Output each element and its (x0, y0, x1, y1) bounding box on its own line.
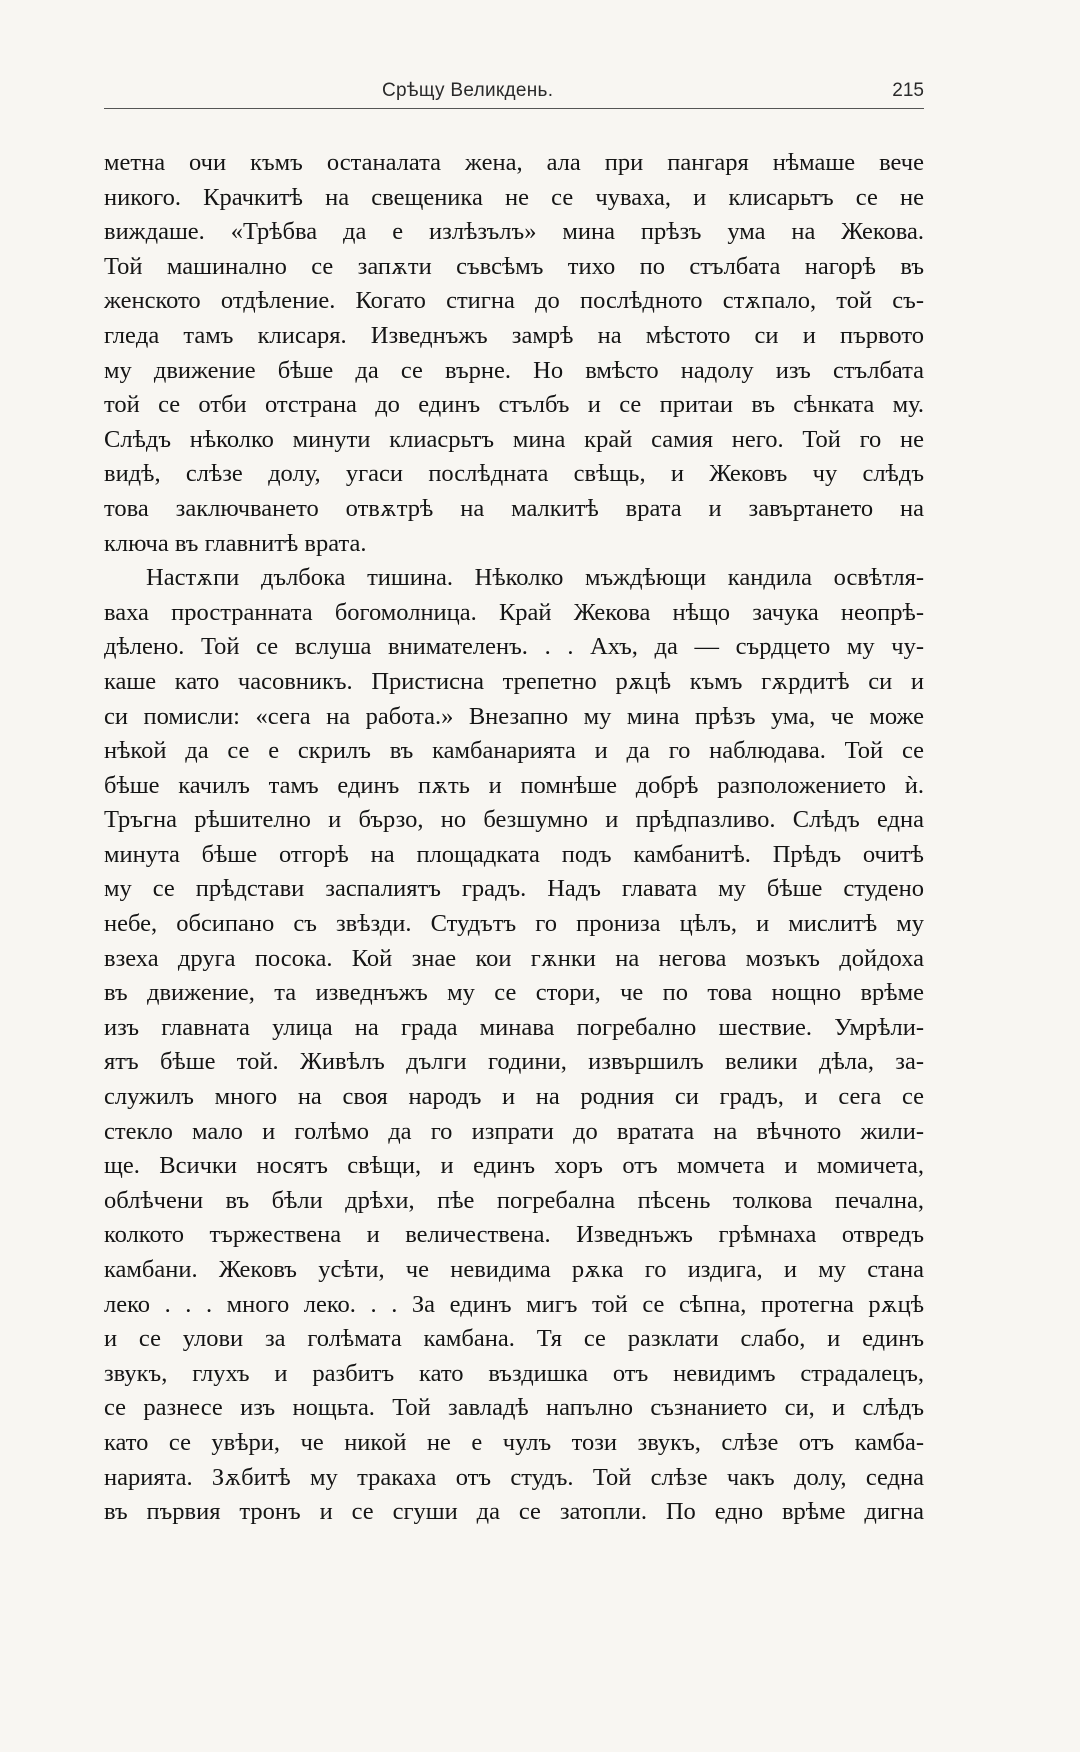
text-line: ще. Всички носятъ свѣщи, и единъ хоръ отъ момчета и момичета, (104, 1152, 924, 1180)
text-line: и се улови за голѣмата камбана. Тя се разклати слабо, и единъ (104, 1325, 924, 1353)
text-line: му се прѣдстави заспалиятъ градъ. Надъ главата му бѣше студено (104, 875, 924, 903)
text-line: нѣкой да се е скрилъ въ камбанарията и да го наблюдава. Той се (104, 737, 924, 765)
text-line: стекло мало и голѣмо да го изпрати до вратата на вѣчното жили- (104, 1117, 924, 1145)
body-text (104, 146, 924, 1530)
page-header (104, 78, 924, 112)
text-line: женското отдѣление. Когато стигна до послѣдното стѫпало, той съ- (104, 287, 924, 315)
text-line: ятъ бѣше той. Живѣлъ дълги години, извършилъ велики дѣла, за- (104, 1048, 924, 1076)
text-line: видѣ, слѣзе долу, угаси послѣдната свѣщь, и Жековъ чу слѣдъ (104, 460, 924, 488)
text-line: каше като часовникъ. Пристисна трепетно рѫцѣ къмъ гѫрдитѣ си и (104, 667, 924, 695)
text-line: камбани. Жековъ усѣти, че невидима рѫка го издига, и му стана (104, 1256, 924, 1283)
text-line: колкото тържествена и величествена. Изведнъжъ грѣмнаха отвредъ (104, 1221, 924, 1249)
text-line: това заключването отвѫтрѣ на малкитѣ врата и завъртането на (104, 494, 924, 522)
text-line: Тръгна рѣшително и бързо, но безшумно и прѣдпазливо. Слѣдъ една (104, 806, 924, 834)
text-line: глeда тамъ клисаря. Изведнъжъ замрѣ на мѣстото си и първото (104, 321, 924, 349)
text-line: виждаше. «Трѣбва да е излѣзълъ» мина прѣзъ ума на Жекова. (104, 218, 924, 246)
text-line: като се увѣри, че никой не е чулъ този звукъ, слѣзе отъ камба- (104, 1428, 924, 1456)
text-line: звукъ, глухъ и разбитъ като въздишка отъ невидимъ страдалецъ, (104, 1359, 924, 1387)
text-line: облѣчени въ бѣли дрѣхи, пѣе погребална пѣсень толкова печална, (104, 1186, 924, 1214)
header-rule (104, 108, 924, 109)
text-line: се разнесе изъ нощьта. Той завладѣ напълно съзнанието си, и слѣдъ (104, 1394, 924, 1422)
text-line: си помисли: «сега на работа.» Внезапно му мина прѣзъ ума, че може (104, 702, 924, 730)
text-line: Слѣдъ нѣколко минути клиасрьтъ мина край самия него. Той го не (104, 425, 924, 453)
text-line: Той машинално се запѫти съвсѣмъ тихо по стълбата нагорѣ въ (104, 252, 924, 280)
text-line: минута бѣше отгорѣ на площадката подъ камбанитѣ. Прѣдъ очитѣ (104, 840, 924, 868)
text-line: той се отби отстрана до единъ стълбъ и се притаи въ сѣнката му. (104, 391, 924, 419)
text-line: нарията. Зѫбитѣ му тракаха отъ студъ. Той слѣзе чакъ долу, седна (104, 1463, 924, 1491)
text-line: метна очи къмъ останалата жена, ала при пангаря нѣмаше вече (104, 149, 924, 176)
text-line: ваха пространната богомолница. Край Жекова нѣщо зачука неопрѣ- (104, 598, 924, 626)
text-line: небе, обсипано съ звѣзди. Студътъ го прониза цѣлъ, и мислитѣ му (104, 910, 924, 938)
text-line: му движение бѣше да се върне. Но вмѣсто надолу изъ стълбата (104, 356, 924, 384)
text-line: бѣше качилъ тамъ единъ пѫть и помнѣше добрѣ разположението ѝ. (104, 771, 924, 799)
running-title: Срѣщу Великдень. (382, 80, 554, 101)
text-line: служилъ много на своя народъ и на родния си градъ, и сега се (104, 1083, 924, 1111)
text-line: дѣлено. Той се вслуша внимателенъ. . . Ахъ, да — сърдцето му чу- (104, 633, 924, 661)
text-line: изъ главната улица на града минава погребално шествие. Умрѣли- (104, 1013, 924, 1041)
text-line: леко . . . много леко. . . За единъ мигъ той се сѣпна, протегна рѫцѣ (104, 1290, 924, 1318)
text-line: взеха друга посока. Кой знае кои гѫнки на негова мозъкъ дойдоха (104, 944, 924, 972)
text-line: никого. Крачкитѣ на свещеника не се чуваха, и клисарьтъ се не (104, 183, 924, 211)
text-line: въ първия тронъ и се сгуши да се затопли. По едно врѣме дигна (104, 1498, 924, 1526)
text-line: Настѫпи дълбока тишина. Нѣколко мъждѣющи кандила освѣтля- (146, 564, 924, 592)
text-line: ключа въ главнитѣ врата. (104, 529, 367, 557)
text-line: въ движение, та изведнъжъ му се стори, че по това нощно врѣме (104, 979, 924, 1007)
page-number: 215 (892, 80, 924, 101)
